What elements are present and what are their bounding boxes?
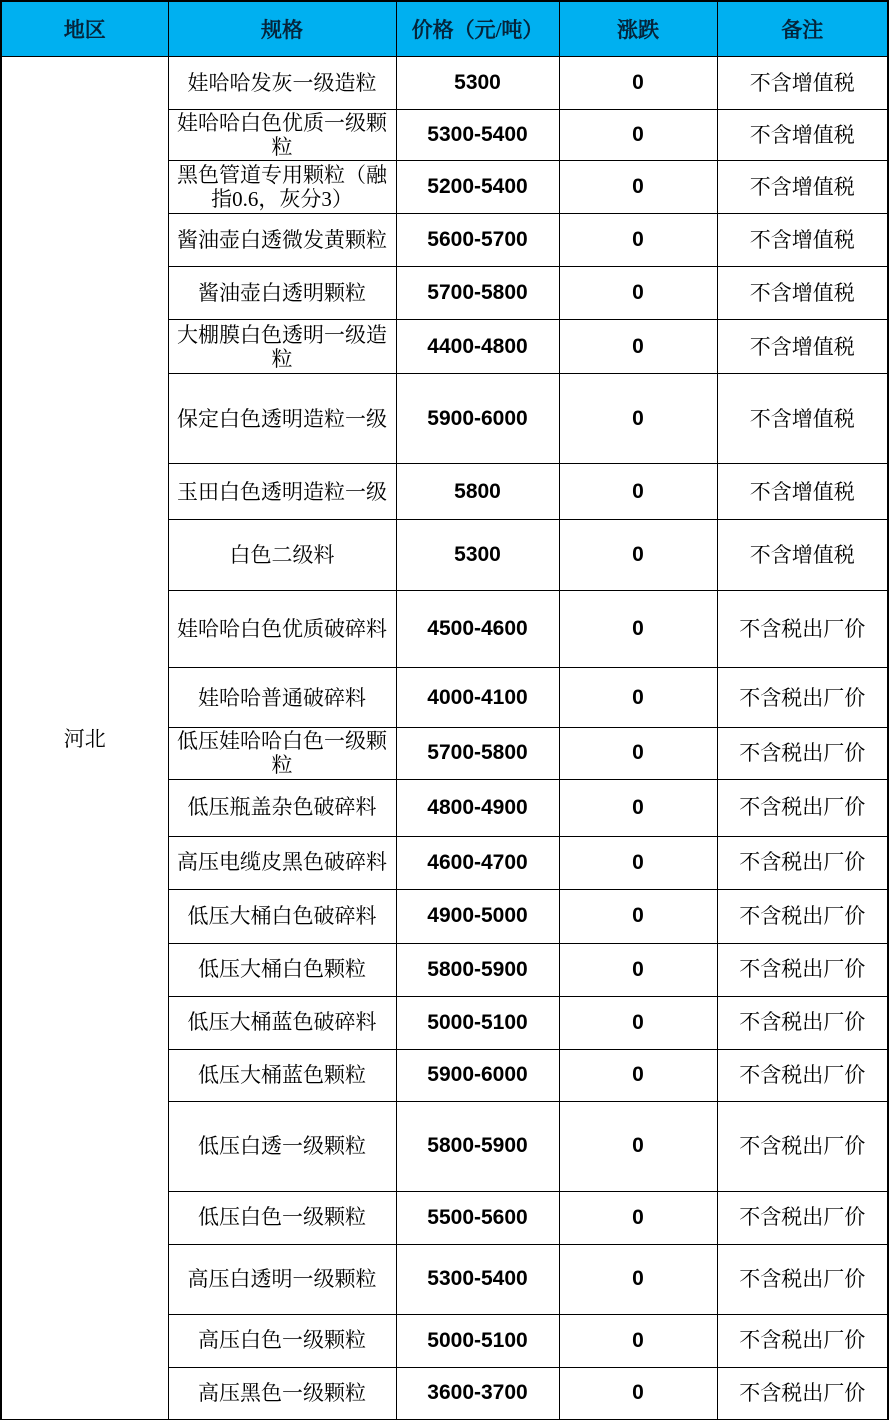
change-cell: 0	[559, 943, 717, 996]
column-header-spec: 规格	[168, 1, 396, 57]
price-cell: 5900-6000	[396, 374, 559, 464]
spec-cell: 低压白透一级颗粒	[168, 1101, 396, 1191]
column-header-change: 涨跌	[559, 1, 717, 57]
table-body	[1, 57, 888, 1420]
change-cell: 0	[559, 889, 717, 943]
header-row	[1, 1, 888, 57]
column-header-remark: 备注	[717, 1, 888, 57]
remark-cell: 不含税出厂价	[717, 1191, 888, 1244]
change-cell: 0	[559, 110, 717, 161]
change-cell: 0	[559, 591, 717, 668]
remark-cell: 不含税出厂价	[717, 668, 888, 728]
remark-cell: 不含税出厂价	[717, 1049, 888, 1101]
table-row	[1, 57, 888, 110]
price-cell: 5900-6000	[396, 1049, 559, 1101]
price-cell: 3600-3700	[396, 1367, 559, 1420]
change-cell: 0	[559, 374, 717, 464]
remark-cell: 不含税出厂价	[717, 889, 888, 943]
spec-cell: 高压电缆皮黑色破碎料	[168, 836, 396, 889]
spec-cell: 高压白透明一级颗粒	[168, 1244, 396, 1314]
remark-cell: 不含税出厂价	[717, 728, 888, 779]
price-cell: 5300	[396, 57, 559, 110]
spec-cell: 低压瓶盖杂色破碎料	[168, 779, 396, 836]
change-cell: 0	[559, 267, 717, 320]
spec-cell: 黑色管道专用颗粒（融指0.6，灰分3）	[168, 161, 396, 214]
spec-cell: 大棚膜白色透明一级造粒	[168, 320, 396, 374]
change-cell: 0	[559, 214, 717, 267]
remark-cell: 不含税出厂价	[717, 836, 888, 889]
region-cell: 河北	[1, 57, 168, 1420]
change-cell: 0	[559, 728, 717, 779]
change-cell: 0	[559, 996, 717, 1049]
remark-cell: 不含税出厂价	[717, 943, 888, 996]
remark-cell: 不含税出厂价	[717, 591, 888, 668]
price-cell: 5600-5700	[396, 214, 559, 267]
price-cell: 4600-4700	[396, 836, 559, 889]
remark-cell: 不含增值税	[717, 57, 888, 110]
price-cell: 5700-5800	[396, 728, 559, 779]
price-cell: 5300-5400	[396, 1244, 559, 1314]
remark-cell: 不含增值税	[717, 320, 888, 374]
spec-cell: 低压大桶蓝色破碎料	[168, 996, 396, 1049]
change-cell: 0	[559, 668, 717, 728]
price-cell: 5200-5400	[396, 161, 559, 214]
price-cell: 4900-5000	[396, 889, 559, 943]
remark-cell: 不含税出厂价	[717, 1367, 888, 1420]
change-cell: 0	[559, 1101, 717, 1191]
remark-cell: 不含税出厂价	[717, 996, 888, 1049]
change-cell: 0	[559, 161, 717, 214]
price-cell: 5000-5100	[396, 996, 559, 1049]
remark-cell: 不含增值税	[717, 464, 888, 520]
change-cell: 0	[559, 1244, 717, 1314]
price-cell: 5800-5900	[396, 943, 559, 996]
column-header-region: 地区	[1, 1, 168, 57]
price-cell: 4400-4800	[396, 320, 559, 374]
spec-cell: 高压白色一级颗粒	[168, 1314, 396, 1367]
price-cell: 4000-4100	[396, 668, 559, 728]
table-header	[1, 1, 888, 57]
spec-cell: 酱油壶白透明颗粒	[168, 267, 396, 320]
change-cell: 0	[559, 57, 717, 110]
change-cell: 0	[559, 1049, 717, 1101]
spec-cell: 娃哈哈白色优质一级颗粒	[168, 110, 396, 161]
remark-cell: 不含增值税	[717, 214, 888, 267]
spec-cell: 娃哈哈白色优质破碎料	[168, 591, 396, 668]
spec-cell: 白色二级料	[168, 520, 396, 591]
change-cell: 0	[559, 1314, 717, 1367]
remark-cell: 不含税出厂价	[717, 1101, 888, 1191]
column-header-price: 价格（元/吨）	[396, 1, 559, 57]
price-cell: 5500-5600	[396, 1191, 559, 1244]
change-cell: 0	[559, 1367, 717, 1420]
change-cell: 0	[559, 779, 717, 836]
change-cell: 0	[559, 320, 717, 374]
spec-cell: 酱油壶白透微发黄颗粒	[168, 214, 396, 267]
price-cell: 5800-5900	[396, 1101, 559, 1191]
remark-cell: 不含税出厂价	[717, 1244, 888, 1314]
remark-cell: 不含税出厂价	[717, 779, 888, 836]
spec-cell: 娃哈哈普通破碎料	[168, 668, 396, 728]
spec-cell: 玉田白色透明造粒一级	[168, 464, 396, 520]
remark-cell: 不含增值税	[717, 267, 888, 320]
price-cell: 5300-5400	[396, 110, 559, 161]
change-cell: 0	[559, 520, 717, 591]
spec-cell: 娃哈哈发灰一级造粒	[168, 57, 396, 110]
spec-cell: 低压大桶蓝色颗粒	[168, 1049, 396, 1101]
remark-cell: 不含税出厂价	[717, 1314, 888, 1367]
change-cell: 0	[559, 1191, 717, 1244]
spec-cell: 低压大桶白色破碎料	[168, 889, 396, 943]
remark-cell: 不含增值税	[717, 110, 888, 161]
spec-cell: 低压白色一级颗粒	[168, 1191, 396, 1244]
price-cell: 4800-4900	[396, 779, 559, 836]
spec-cell: 低压大桶白色颗粒	[168, 943, 396, 996]
spec-cell: 低压娃哈哈白色一级颗粒	[168, 728, 396, 779]
price-cell: 5300	[396, 520, 559, 591]
remark-cell: 不含增值税	[717, 374, 888, 464]
price-cell: 5000-5100	[396, 1314, 559, 1367]
spec-cell: 保定白色透明造粒一级	[168, 374, 396, 464]
price-cell: 5700-5800	[396, 267, 559, 320]
remark-cell: 不含增值税	[717, 520, 888, 591]
price-cell: 4500-4600	[396, 591, 559, 668]
change-cell: 0	[559, 836, 717, 889]
spec-cell: 高压黑色一级颗粒	[168, 1367, 396, 1420]
change-cell: 0	[559, 464, 717, 520]
remark-cell: 不含增值税	[717, 161, 888, 214]
price-cell: 5800	[396, 464, 559, 520]
